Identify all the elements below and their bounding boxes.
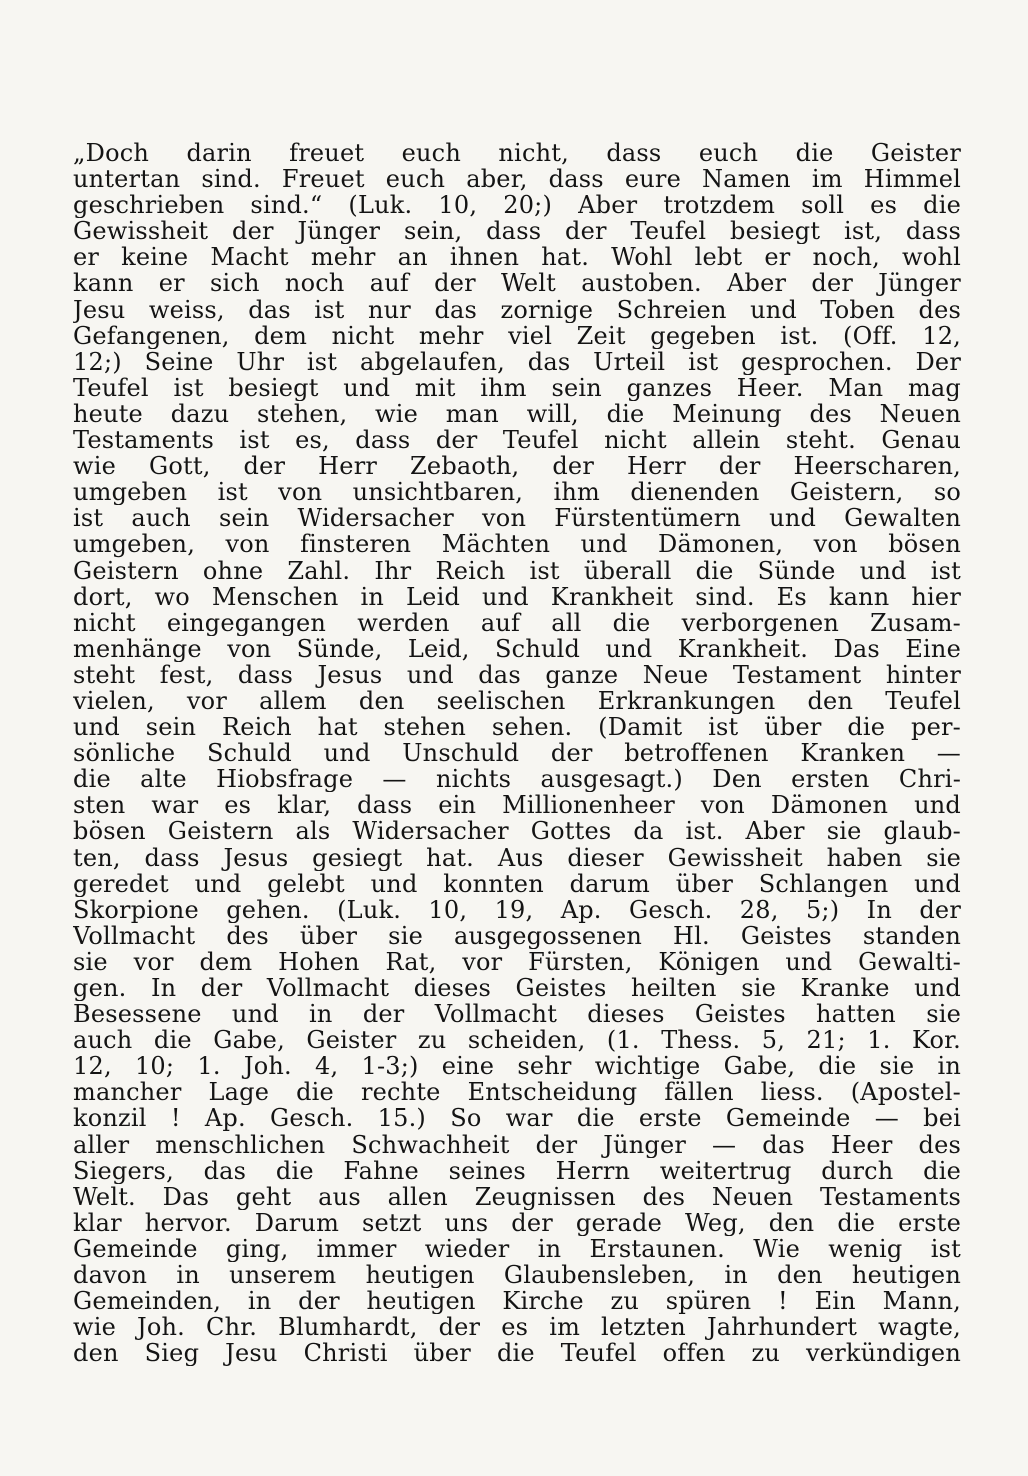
text-line: Testaments ist es, dass der Teufel nicht allein steht. Genau [73, 427, 961, 454]
text-line: dort, wo Menschen in Leid und Krankheit sind. Es kann hier [73, 583, 961, 610]
text-line: vielen, vor allem den seelischen Erkrankungen den Teufel [73, 687, 961, 715]
text-line: untertan sind. Freuet euch aber, dass eure Namen im Himmel [73, 166, 961, 193]
text-line: gen. In der Vollmacht dieses Geistes heilten sie Kranke und [73, 975, 961, 1002]
text-line: Vollmacht des über sie ausgegossenen Hl. Geistes standen [73, 922, 961, 949]
text-line: ist auch sein Widersacher von Fürstentümern und Gewalten [73, 505, 961, 532]
text-line: Welt. Das geht aus allen Zeugnissen des Neuen Testaments [73, 1183, 961, 1210]
text-line: menhänge von Sünde, Leid, Schuld und Krankheit. Das Eine [73, 635, 961, 662]
text-line: heute dazu stehen, wie man will, die Meinung des Neuen [73, 400, 961, 428]
text-line: sie vor dem Hohen Rat, vor Fürsten, Königen und Gewalti- [73, 948, 961, 975]
text-line: bösen Geistern als Widersacher Gottes da ist. Aber sie glaub- [73, 818, 961, 845]
text-line: Jesu weiss, das ist nur das zornige Schreien und Toben des [73, 296, 961, 323]
text-line: kann er sich noch auf der Welt austoben. Aber der Jünger [73, 270, 961, 297]
text-line: Gemeinde ging, immer wieder in Erstaunen. Wie wenig ist [73, 1235, 961, 1263]
text-line: 12, 10; 1. Joh. 4, 1-3;) eine sehr wichtige Gabe, die sie in [73, 1053, 961, 1080]
text-line: umgeben, von finsteren Mächten und Dämonen, von bösen [73, 531, 961, 558]
text-line: Besessene und in der Vollmacht dieses Geistes hatten sie [73, 1001, 961, 1028]
text-line: Gewissheit der Jünger sein, dass der Teufel besiegt ist, dass [73, 218, 961, 245]
text-line: Geistern ohne Zahl. Ihr Reich ist überall die Sünde und ist [73, 557, 961, 584]
text-line: umgeben ist von unsichtbaren, ihm dienenden Geistern, so [73, 479, 961, 506]
text-line: ten, dass Jesus gesiegt hat. Aus dieser Gewissheit haben sie [73, 844, 961, 871]
text-line: wie Joh. Chr. Blumhardt, der es im letzten Jahrhundert wagte, [73, 1314, 961, 1341]
text-line: und sein Reich hat stehen sehen. (Damit ist über die per- [73, 714, 961, 741]
text-line: klar hervor. Darum setzt uns der gerade Weg, den die erste [73, 1209, 961, 1236]
text-line: steht fest, dass Jesus und das ganze Neue Testament hinter [73, 661, 961, 688]
text-line: wie Gott, der Herr Zebaoth, der Herr der Heerscharen, [73, 453, 961, 480]
text-line: auch die Gabe, Geister zu scheiden, (1. Thess. 5, 21; 1. Kor. [73, 1027, 961, 1054]
text-line: 12;) Seine Uhr ist abgelaufen, das Urteil ist gesprochen. Der [73, 348, 961, 375]
text-line: Siegers, das die Fahne seines Herrn weitertrug durch die [73, 1157, 961, 1184]
text-line: „Doch darin freuet euch nicht, dass euch die Geister [73, 140, 961, 167]
text-line: geredet und gelebt und konnten darum über Schlangen und [73, 870, 961, 897]
text-line: aller menschlichen Schwachheit der Jünger — das Heer des [73, 1131, 961, 1158]
text-line: sten war es klar, dass ein Millionenheer von Dämonen und [73, 792, 961, 819]
text-line: mancher Lage die rechte Entscheidung fällen liess. (Apostel- [73, 1079, 961, 1106]
text-line: konzil ! Ap. Gesch. 15.) So war die erste Gemeinde — bei [73, 1105, 961, 1132]
text-line: Gefangenen, dem nicht mehr viel Zeit gegeben ist. (Off. 12, [73, 322, 961, 349]
text-line: geschrieben sind.“ (Luk. 10, 20;) Aber trotzdem soll es die [73, 192, 961, 219]
text-line: Skorpione gehen. (Luk. 10, 19, Ap. Gesch. 28, 5;) In der [73, 896, 961, 923]
text-line: nicht eingegangen werden auf all die verborgenen Zusam- [73, 609, 961, 636]
body-text [73, 140, 961, 1366]
text-line: Gemeinden, in der heutigen Kirche zu spüren ! Ein Mann, [73, 1288, 961, 1315]
text-line: sönliche Schuld und Unschuld der betroffenen Kranken — [73, 740, 961, 767]
text-line: Teufel ist besiegt und mit ihm sein ganzes Heer. Man mag [73, 374, 961, 401]
text-line: davon in unserem heutigen Glaubensleben, in den heutigen [73, 1262, 961, 1289]
text-line: die alte Hiobsfrage — nichts ausgesagt.) Den ersten Chri- [73, 766, 961, 793]
text-line: den Sieg Jesu Christi über die Teufel offen zu verkündigen [73, 1340, 961, 1367]
text-line: er keine Macht mehr an ihnen hat. Wohl lebt er noch, wohl [73, 244, 961, 271]
